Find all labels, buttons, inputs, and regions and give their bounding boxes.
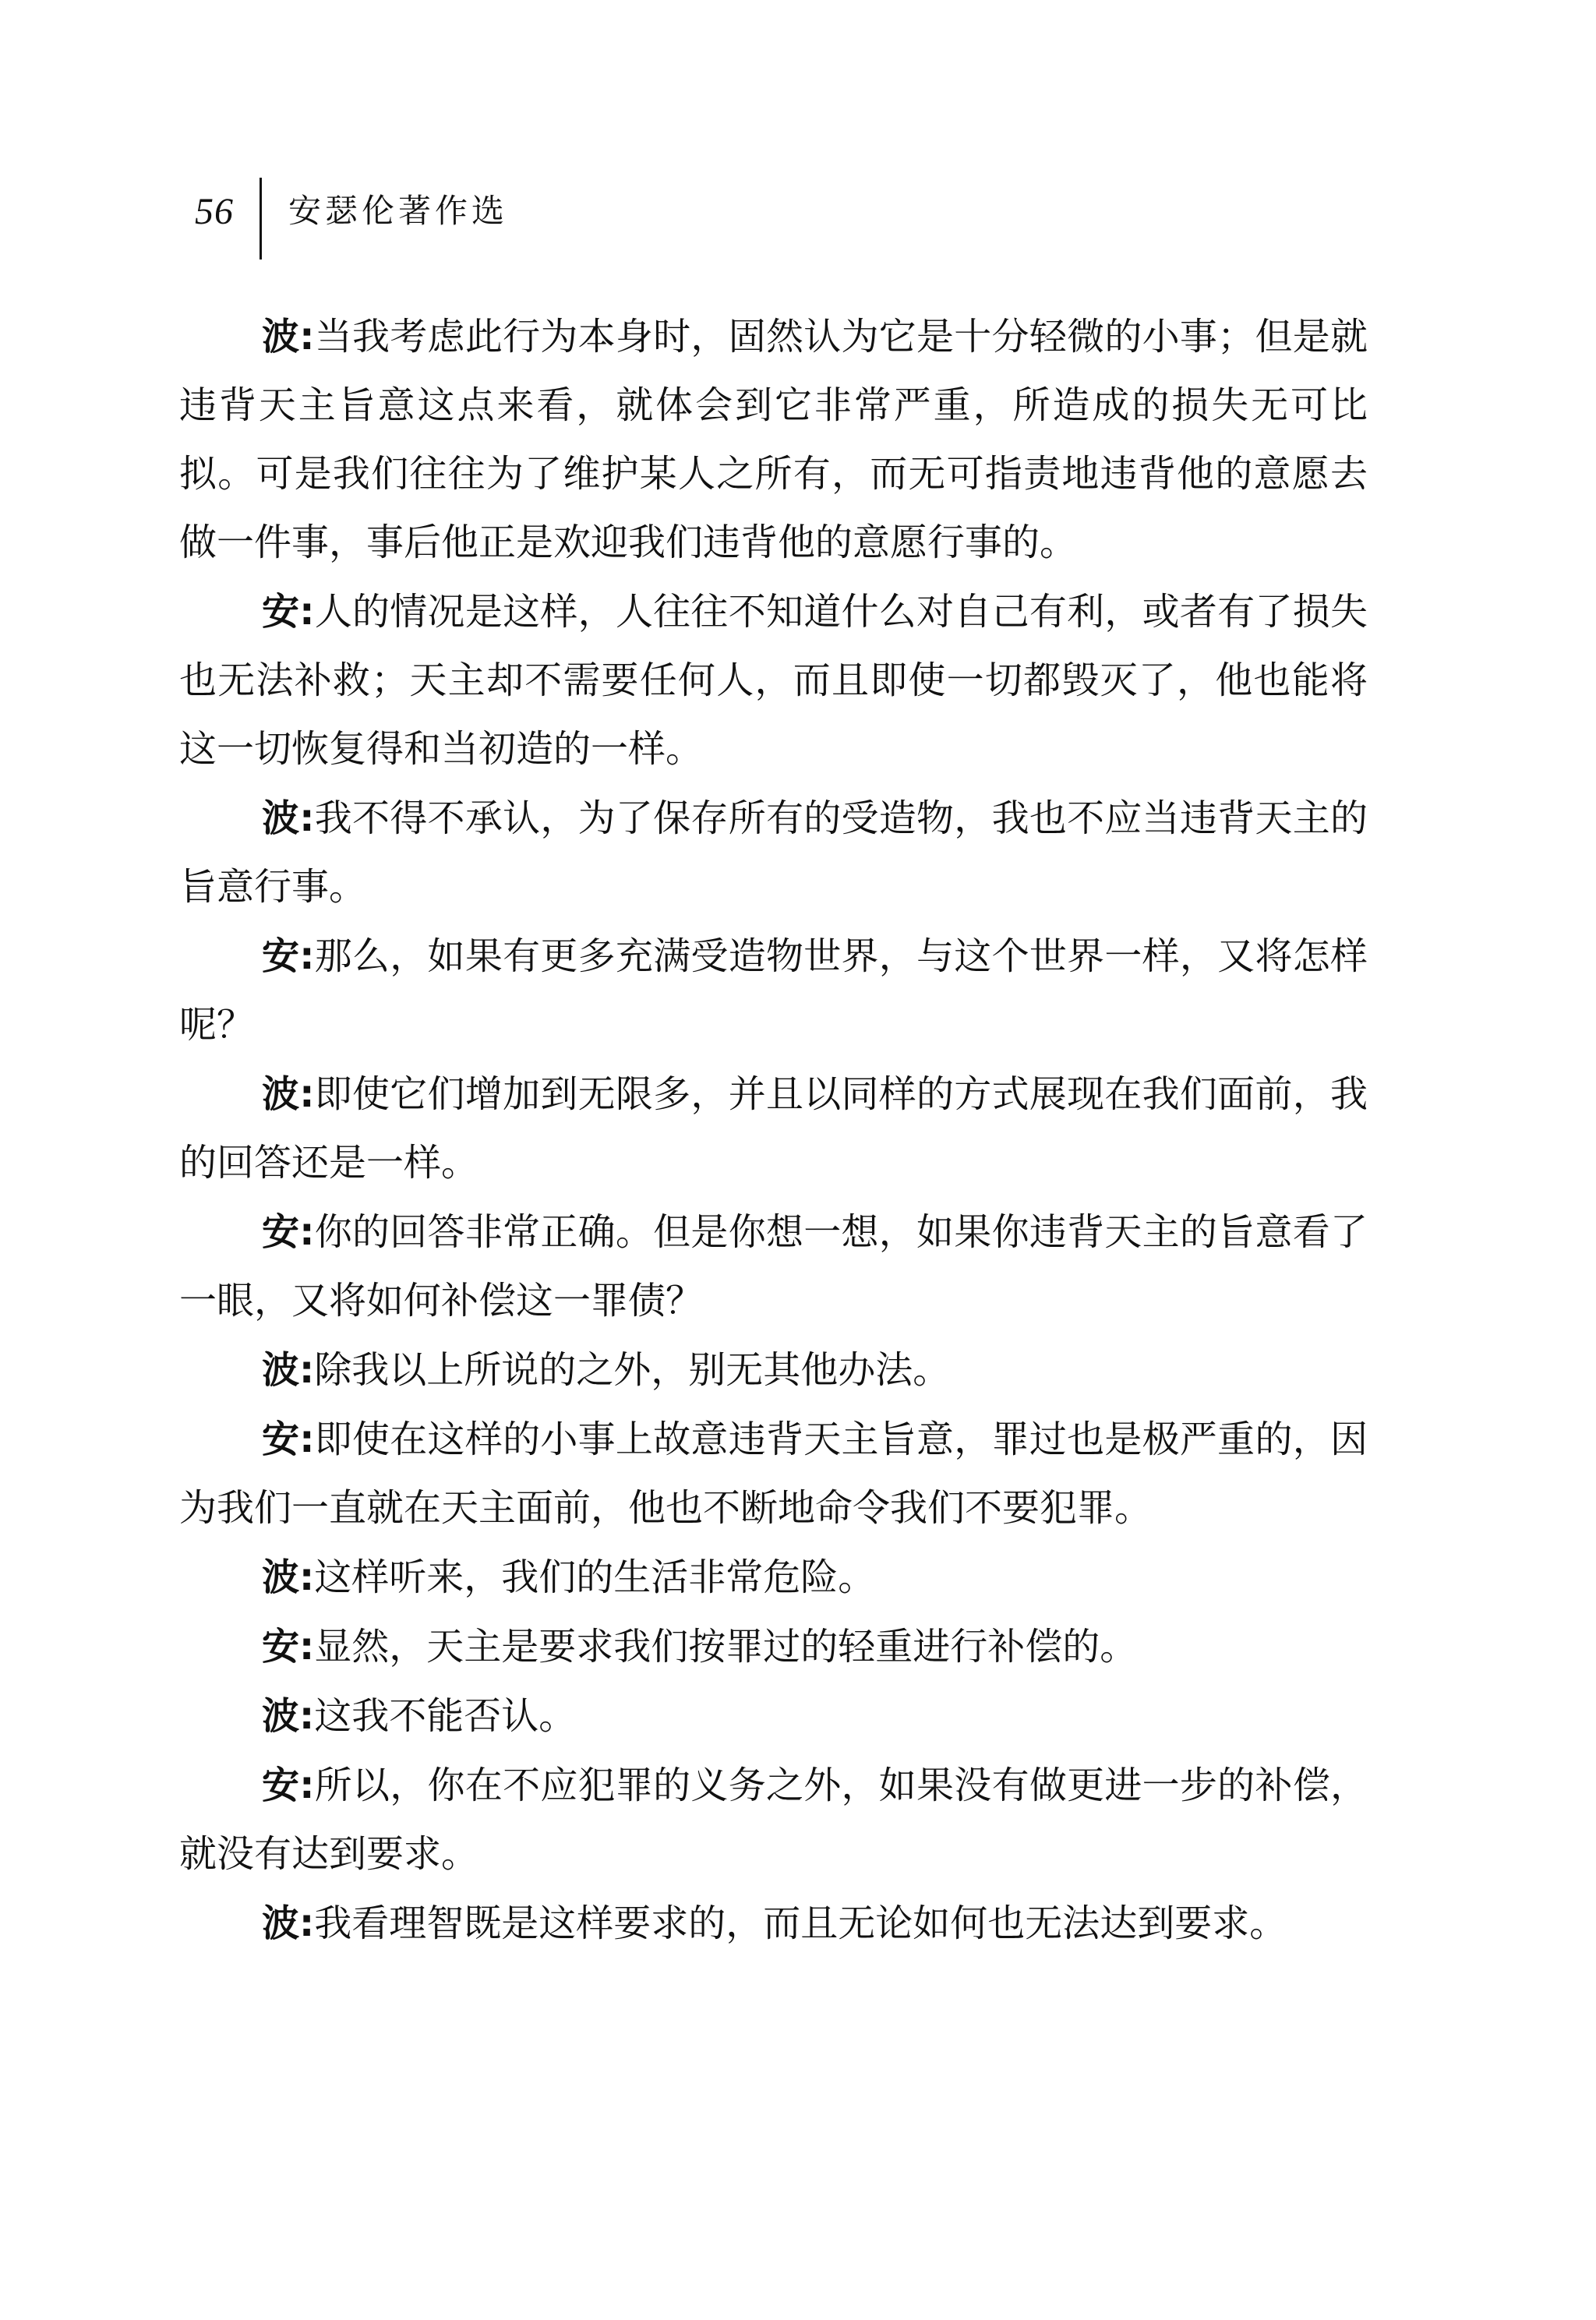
speaker-label: 波 [262, 1694, 300, 1738]
page-number: 56 [195, 191, 234, 232]
speech-text: 所以，你在不应犯罪的义务之外，如果没有做更进一步的补偿，就没有达到要求。 [179, 1764, 1368, 1876]
speech-text: 即使它们增加到无限多，并且以同样的方式展现在我们面前，我的回答还是一样。 [179, 1072, 1368, 1185]
speaker-label: 波 [262, 1348, 300, 1392]
dialogue-paragraph [179, 1405, 1368, 1542]
dialogue-paragraph [179, 1682, 1368, 1750]
header-divider [260, 178, 262, 260]
dialogue-paragraph [179, 577, 1368, 783]
speaker-separator: : [299, 1348, 315, 1392]
dialogue-paragraph [179, 1198, 1368, 1335]
speech-text: 我不得不承认，为了保存所有的受造物，我也不应当违背天主的旨意行事。 [179, 796, 1368, 909]
speech-text: 我看理智既是这样要求的，而且无论如何也无法达到要求。 [314, 1902, 1287, 1945]
dialogue-paragraph [179, 1889, 1368, 1958]
speech-text: 这我不能否认。 [314, 1694, 577, 1738]
speaker-label: 安 [262, 934, 300, 978]
speaker-separator: : [299, 934, 315, 978]
dialogue-paragraph [179, 1060, 1368, 1197]
speaker-separator: : [299, 1072, 315, 1116]
dialogue-paragraph [179, 922, 1368, 1059]
speaker-separator: : [299, 1625, 315, 1668]
speaker-label: 安 [262, 590, 300, 634]
speaker-separator: : [299, 1764, 315, 1807]
dialogue-paragraph [179, 1751, 1368, 1888]
speaker-separator: : [299, 796, 315, 840]
dialogue-paragraph [179, 784, 1368, 921]
dialogue-paragraph [179, 1612, 1368, 1681]
speaker-label: 波 [262, 315, 300, 358]
speech-text: 人的情况是这样，人往往不知道什么对自己有利，或者有了损失也无法补救；天主却不需要任何人，而且即使一切都毁灭了，他也能将这一切恢复得和当初造的一样。 [179, 590, 1368, 771]
speech-text: 那么，如果有更多充满受造物世界，与这个世界一样，又将怎样呢？ [179, 934, 1368, 1047]
speech-text: 这样听来，我们的生活非常危险。 [314, 1555, 876, 1599]
page-header [195, 178, 740, 263]
speech-text: 显然，天主是要求我们按罪过的轻重进行补偿的。 [314, 1625, 1138, 1668]
speaker-label: 波 [262, 1555, 300, 1599]
speaker-separator: : [299, 1694, 315, 1738]
speaker-label: 波 [262, 796, 300, 840]
speaker-separator: : [299, 1902, 315, 1945]
speaker-separator: : [299, 1555, 315, 1599]
speech-text: 除我以上所说的之外，别无其他办法。 [314, 1348, 951, 1392]
dialogue-paragraph [179, 1336, 1368, 1404]
speaker-label: 安 [262, 1210, 300, 1254]
speaker-separator: : [299, 1418, 315, 1461]
speaker-separator: : [299, 590, 315, 634]
speaker-separator: : [299, 1210, 315, 1254]
running-title: 安瑟伦著作选 [288, 192, 509, 230]
speaker-label: 波 [262, 1902, 300, 1945]
speech-text: 即使在这样的小事上故意违背天主旨意，罪过也是极严重的，因为我们一直就在天主面前，他也不断地命令我们不要犯罪。 [179, 1418, 1368, 1530]
speaker-label: 安 [262, 1418, 300, 1461]
speaker-separator: : [299, 315, 315, 358]
dialogue-paragraph [179, 302, 1368, 577]
dialogue-text [179, 302, 1368, 1958]
speaker-label: 安 [262, 1625, 300, 1668]
speech-text: 当我考虑此行为本身时，固然认为它是十分轻微的小事；但是就违背天主旨意这点来看，就体会到它非常严重，所造成的损失无可比拟。可是我们往往为了维护某人之所有，而无可指责地违背他的意愿去做一件事，事后他正是欢迎我们违背他的意愿行事的。 [179, 315, 1368, 564]
speech-text: 你的回答非常正确。但是你想一想，如果你违背天主的旨意看了一眼，又将如何补偿这一罪债？ [179, 1210, 1368, 1322]
dialogue-paragraph [179, 1543, 1368, 1612]
speaker-label: 安 [262, 1764, 300, 1807]
speaker-label: 波 [262, 1072, 300, 1116]
